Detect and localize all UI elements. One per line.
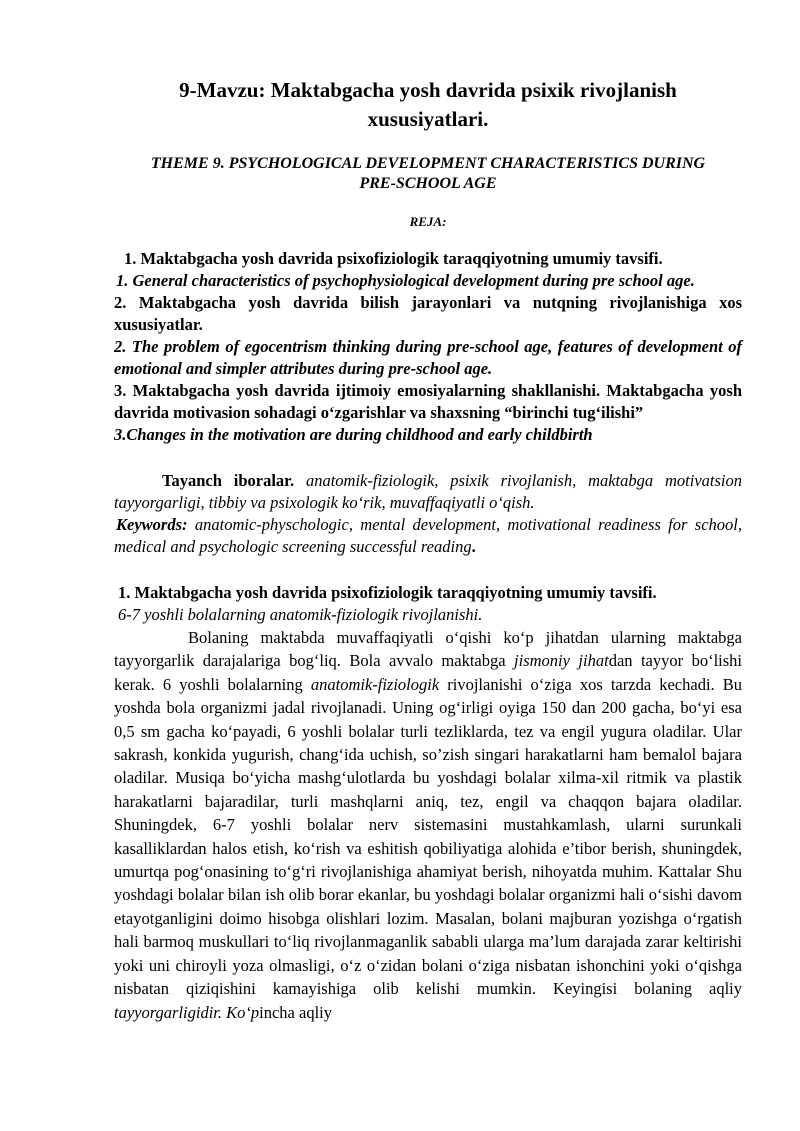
keywords-en-end: . bbox=[471, 537, 476, 556]
paragraph-text-a: Bolaning maktabda muvaffaqiyatli o‘qishi ko‘p jihatdan ularning maktabga tayyorgarlik darajalariga bog‘liq. Bola avvalo maktabga bbox=[114, 628, 742, 671]
plan-item-1-en: 1. General characteristics of psychophysiological development during pre school age. bbox=[116, 271, 695, 290]
paragraph-emphasis-d: anatomik-fiziologik bbox=[310, 674, 440, 694]
page-subtitle: THEME 9. PSYCHOLOGICAL DEVELOPMENT CHARACTERISTICS DURING PRE-SCHOOL AGE bbox=[150, 155, 706, 192]
plan-heading: REJA: bbox=[409, 214, 447, 229]
section-1-paragraph bbox=[114, 626, 742, 1024]
paragraph-emphasis-f: tayyorgarligidir. Ko‘p bbox=[114, 1002, 260, 1022]
paragraph-text-g: incha aqliy bbox=[259, 1002, 332, 1022]
paragraph-text-e: rivojlanishi o‘ziga xos tarzda kechadi. Bu yoshda bola organizmi jadal rivojlanadi. Uning og‘irligi oyiga 150 dan 200 gacha, bo‘yi esa 0,5 sm gacha ko‘payadi, 6 yoshli bolalar turli tezliklarda, tez va engil yugura oladilar. Ular sakrash, konkida yugurish, chang‘ida uchish, so’zish singari harakatlarni ham bemalol bajara oladilar. Musiqa bo‘yicha mashg‘ulotlarda bu yoshdagi bolalar xilma-xil ritmik va plastik harakatlarni bajaradilar, turli mashqlarni aniq, tez, engil va chaqqon bajara oladilar. Shuningdek, 6-7 yoshli bolalar nerv sistemasini mustahkamlash, ularni surunkali kasalliklardan halos etish, ko‘rish va eshitish qobiliyatiga alohida e’tibor berish, shuningdek, umurtqa pog‘onasining to‘g‘ri rivojlanishiga ahamiyat berish, nihoyatda muhim. Kattalar Shu yoshdagi bolalar bilan ish olib borar ekanlar, bu yoshdagi bolalar organizmi hali o‘sishi davom etayotganligini doimo hisobga olishlari lozim. Masalan, bolani majburan yozishga o‘rgatish hali barmoq muskullari to‘liq rivojlanmaganlik sababli ularga ma’lum darajada zarar keltirishi yoki uni chiroyli yoza olmasligi, o‘z o‘zidan bolani o‘ziga nisbatan ishonchini yoki o‘qishga nisbatan qiziqishini kamayishiga olib kelishi mumkin. Keyingisi bolaning aqliy bbox=[114, 674, 742, 999]
plan-item-3-en: 3.Changes in the motivation are during childhood and early childbirth bbox=[114, 425, 593, 444]
paragraph-text-c: dan tayyor bo‘lishi kerak. 6 yoshli bolalarning bbox=[114, 651, 743, 694]
keywords-en bbox=[114, 514, 742, 558]
keywords-en-label: Keywords: bbox=[116, 515, 188, 534]
plan-item-3-uz: 3. Maktabgacha yosh davrida ijtimoiy emosiyalarning shakllanishi. Maktabgacha yosh davrida motivasion sohadagi o‘zgarishlar va shaxsning “birinchi tug‘ilishi” bbox=[114, 381, 742, 422]
section-1-subheading: 6-7 yoshli bolalarning anatomik-fiziologik rivojlanishi. bbox=[118, 605, 483, 624]
plan-item-1-uz: 1. Maktabgacha yosh davrida psixofiziologik taraqqiyotning umumiy tavsifi. bbox=[124, 249, 663, 268]
keywords-uz-text: anatomik-fiziologik, psixik rivojlanish, maktabga motivatsion tayyorgarligi, tibbiy va psixologik ko‘rik, muvaffaqiyatli o‘qish. bbox=[114, 471, 742, 512]
keywords-uz bbox=[114, 470, 742, 514]
plan-item-2-uz: 2. Maktabgacha yosh davrida bilish jarayonlari va nutqning rivojlanishiga xos xususiyatlar. bbox=[114, 293, 742, 334]
keywords-en-text: anatomic-physchologic, mental development, motivational readiness for school, medical and psychologic screening successful reading bbox=[114, 515, 742, 556]
keywords-block bbox=[114, 470, 742, 558]
section-1 bbox=[114, 582, 742, 1024]
page-title: 9-Mavzu: Maktabgacha yosh davrida psixik rivojlanish xususiyatlari. bbox=[179, 78, 677, 131]
plan-list bbox=[114, 248, 742, 446]
plan-item-2-en: 2. The problem of egocentrism thinking during pre-school age, features of development of emotional and simpler attributes during pre-school age. bbox=[114, 337, 742, 378]
section-1-heading: 1. Maktabgacha yosh davrida psixofiziologik taraqqiyotning umumiy tavsifi. bbox=[118, 583, 657, 602]
document-page bbox=[114, 76, 742, 1024]
paragraph-emphasis-b: jismoniy jihat bbox=[514, 651, 609, 671]
keywords-uz-label: Tayanch iboralar. bbox=[162, 471, 295, 490]
